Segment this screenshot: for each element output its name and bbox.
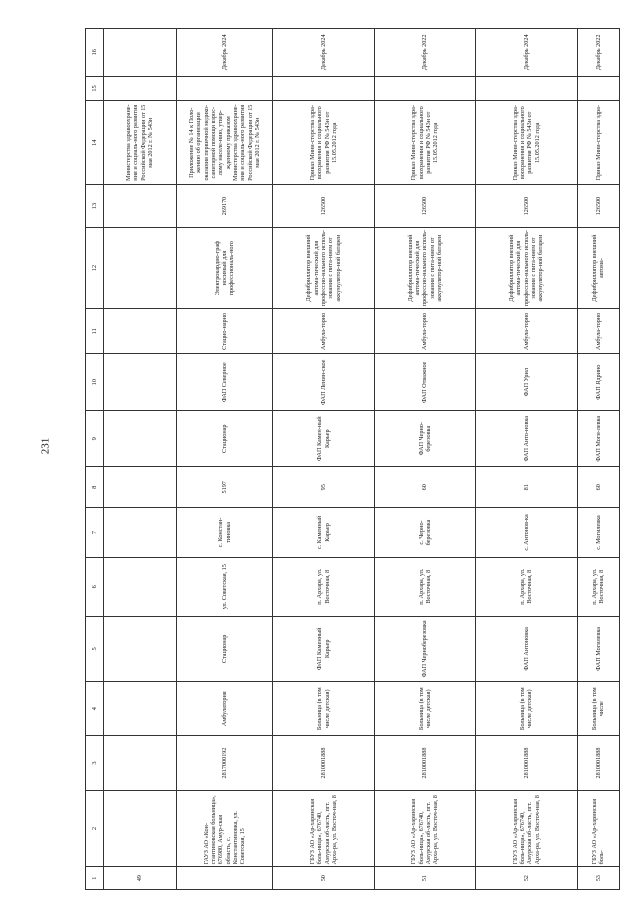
table-cell: 50 [273,867,374,890]
table-cell: п. Архара, ул. Восточная, 8 [273,557,374,616]
table-cell: 51 [374,867,475,890]
column-header: 7 [86,508,104,558]
table-cell [176,867,273,890]
table-cell: с. Каменный Карьер [273,508,374,558]
table-cell: Дефибриллятор внешний автома-тический для профессио-нального исполь-зования с пита-нием от аккумулятор-ной батареи [273,227,374,308]
column-header: 4 [86,682,104,736]
table-cell: Стационар [176,410,273,466]
table-cell: 2810001888 [476,736,577,790]
table-cell: 269170 [176,185,273,228]
table-cell: ФАП Отважное [374,354,475,410]
table-cell: Декабрь 2022 [374,29,475,77]
column-header: 10 [86,354,104,410]
table-cell: ул. Советская, 15 [176,557,273,616]
table-cell: с. Констан-тиновка [176,508,273,558]
page-number: 231 [39,437,52,455]
table-cell: ФАП Северное [176,354,273,410]
table-cell: ФАП Антоновка [476,616,577,682]
column-header: 2 [86,790,104,867]
table-cell: 126500 [577,185,619,228]
table-cell: Декабрь 2024 [476,29,577,77]
table-cell: Больница (в том числе [577,682,619,736]
table-cell: ГБУЗ АО «Ар-харинская боль-ница», 676740, Амурская об-ласть, пгт. Арха-ра, ул. Восточ-ная, 8 [374,790,475,867]
table-cell: Амбула-торно [273,309,374,354]
table-cell: ГБУЗ АО «Ар-харинская боль-ница», 676740, Амурская об-ласть, пгт. Арха-ра, ул. Восточ-ная, 8 [476,790,577,867]
table-cell [103,790,176,867]
table-cell: 60 [577,467,619,508]
table-cell [103,185,176,228]
table-cell: Дефибриллятор внешний автома- [577,227,619,308]
table-cell: с. Могилевка [577,508,619,558]
table-cell: Амбула-торно [577,309,619,354]
table-cell [103,736,176,790]
table-cell: п. Архара, ул. Восточная, 8 [476,557,577,616]
table-cell: 126500 [476,185,577,228]
table-cell [374,76,475,101]
table-cell [103,682,176,736]
table-row [374,29,475,890]
column-header: 1 [86,867,104,890]
table-cell: 126500 [273,185,374,228]
table-cell: ФАП Черно-березовка [374,410,475,466]
table-cell: 5197 [176,467,273,508]
table-cell [103,227,176,308]
table-cell [103,616,176,682]
column-header: 16 [86,29,104,77]
table-cell: Приказ Мини-стерства здра- [577,101,619,185]
table-cell [103,354,176,410]
table-cell [103,508,176,558]
table-cell: Декабрь 2024 [176,29,273,77]
table-cell [103,410,176,466]
table-cell: 2810001888 [273,736,374,790]
table-cell: Электрокардио-граф носимый для профессиональ-ного [176,227,273,308]
table-cell: Больница (в том числе детская) [374,682,475,736]
table-cell: Амбула-торно [374,309,475,354]
table-cell: Амбулатория [176,682,273,736]
table-cell [476,76,577,101]
table-cell: Приказ Мини-стерства здра-воохранения и социального развития РФ № 543н от 15.05.2012 года [476,101,577,185]
table-cell: Приказ Мини-стерства здра-воохранения и социального развития РФ № 543н от 15.05.2012 года [273,101,374,185]
column-header: 11 [86,309,104,354]
table-cell: ФАП Анто-новка [476,410,577,466]
table-row [577,29,619,890]
table-cell: ФАП Урил [476,354,577,410]
table-cell: Декабрь 2022 [577,29,619,77]
table-cell [577,76,619,101]
table-cell: ФАП Камен-ный Карьер [273,410,374,466]
table-cell: Амбула-торно [476,309,577,354]
table-cell: Дефибриллятор внешний автома-тический для профессио-нального исполь-зования с пита-нием от аккумулятор-ной батареи [374,227,475,308]
column-header: 3 [86,736,104,790]
table-cell: Стацио-нарно [176,309,273,354]
equipment-table [85,28,620,890]
table-cell [103,557,176,616]
column-header: 14 [86,101,104,185]
column-header: 6 [86,557,104,616]
table-cell: ФАП Ядрино [577,354,619,410]
table-cell: 81 [476,467,577,508]
table-cell: Больница (в том числе детская) [273,682,374,736]
table-cell: ФАП Каменный Карьер [273,616,374,682]
table-row [476,29,577,890]
table-cell [103,309,176,354]
table-cell [273,76,374,101]
table-cell: Приложение № 14 к Поло-жению об организации оказания первичной медико-санитарной помощи взрос-лому населе-нию, утвер-жденному приказом Министерства здравоохране-ния и социаль-ного развития Российской Федерации от 15 мая 2012 г. № 543н [176,101,273,185]
table-cell: ФАП Могилевка [577,616,619,682]
table-cell: 95 [273,467,374,508]
table-cell [103,76,176,101]
table-cell: с. Черно-березовка [374,508,475,558]
table-cell [103,467,176,508]
column-header: 5 [86,616,104,682]
header-row [86,29,104,890]
column-header: 13 [86,185,104,228]
column-header: 12 [86,227,104,308]
table-cell: ГБУЗ АО «Ар-харинская боль-ница», 676740, Амурская об-ласть, пгт. Арха-ра, ул. Восточ-ная, 8 [273,790,374,867]
table-cell: 60 [374,467,475,508]
table-cell: Приказ Мини-стерства здра-воохранения и социального развития РФ № 543н от 15.05.2012 года [374,101,475,185]
table-cell: Больница (в том числе детская) [476,682,577,736]
table-cell: Декабрь 2024 [273,29,374,77]
table-cell: 126500 [374,185,475,228]
table-body [86,29,620,890]
table-cell: 2810001888 [374,736,475,790]
table-cell: Дефибриллятор внешний автома-тический для профессио-нального исполь-зования с пита-нием от аккумулятор-ной батареи [476,227,577,308]
table-cell: ГБУЗ АО «Ар-харинская боль- [577,790,619,867]
table-cell: 49 [103,867,176,890]
column-header: 9 [86,410,104,466]
column-header: 8 [86,467,104,508]
table-cell: 2817000192 [176,736,273,790]
table-cell [103,29,176,77]
table-cell: ГАУЗ АО «Кон-стантиновская больница», 676980, Амур-ская область, с. Константиновка, ул. Советская, 15 [176,790,273,867]
table-cell: Министерства здравоохране-ния и социаль-ного развития Российской Федерации от 15 мая 2012 г. № 543н [103,101,176,185]
table-cell: 2810001888 [577,736,619,790]
table-cell: с. Антонов-ка [476,508,577,558]
column-header: 15 [86,76,104,101]
table-row [273,29,374,890]
table-cell [176,76,273,101]
rotated-table-container [85,28,620,890]
table-cell: Стационар [176,616,273,682]
table-cell: п. Архара, ул. Восточная, 8 [577,557,619,616]
table-row [103,29,176,890]
table-row [176,29,273,890]
table-cell: 52 [476,867,577,890]
table-cell: п. Архара, ул. Восточная, 8 [374,557,475,616]
table-cell: ФАП Черноберезовка [374,616,475,682]
table-cell: 53 [577,867,619,890]
table-cell: ФАП Ленин-ское [273,354,374,410]
table-cell: ФАП Моги-левка [577,410,619,466]
